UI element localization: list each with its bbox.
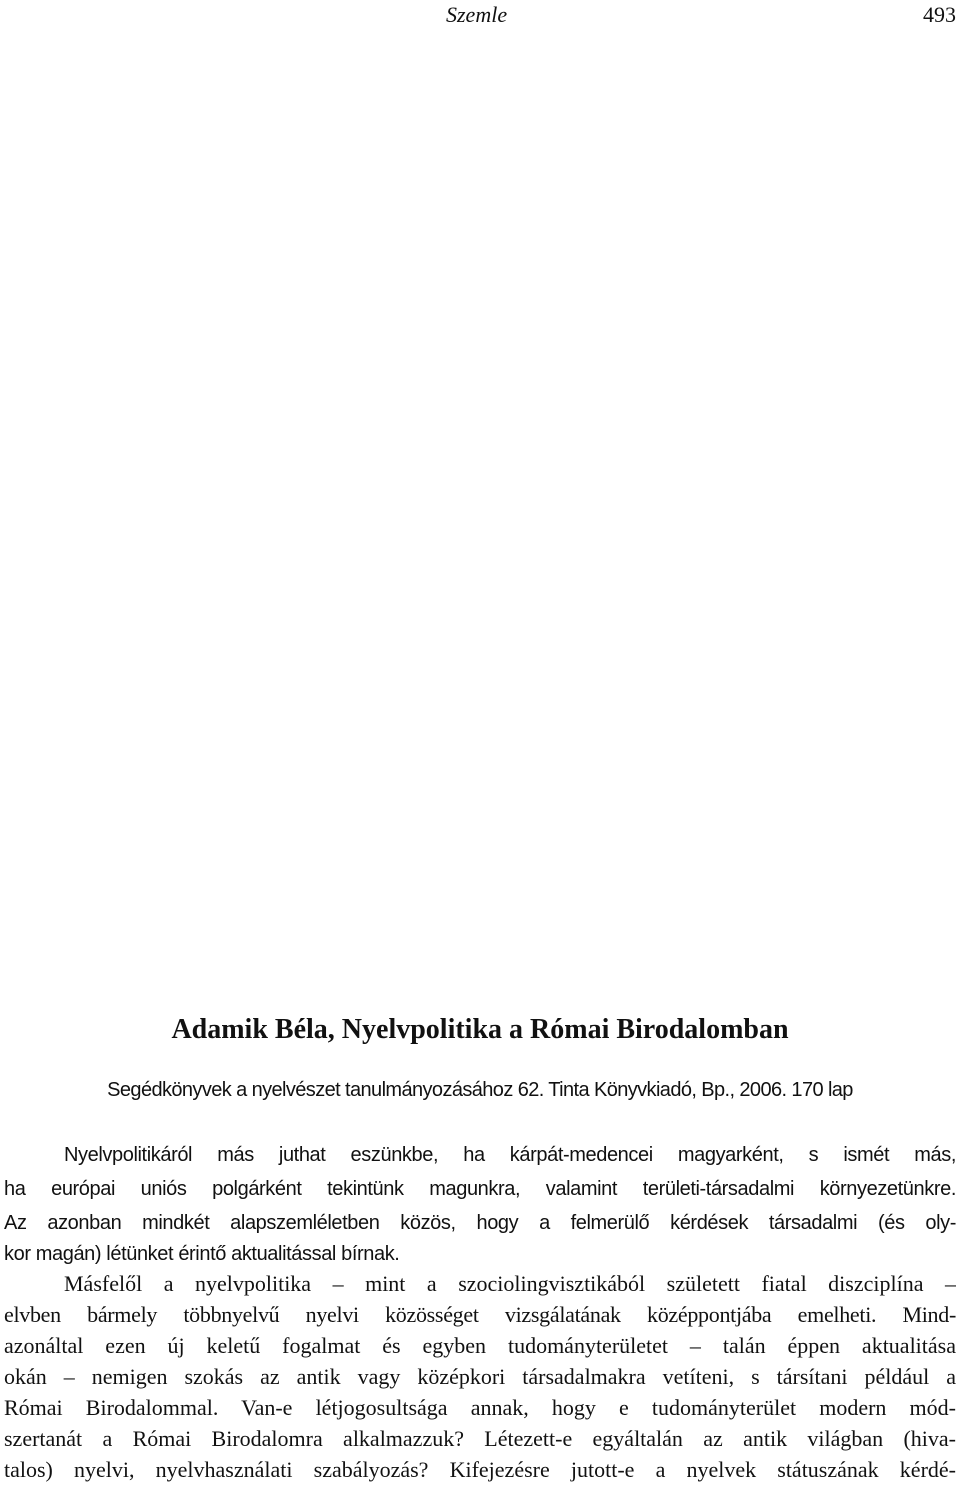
body-line: Másfelől a nyelvpolitika – mint a szociolingvisztikából született fiatal diszciplína –: [64, 1271, 956, 1296]
article-title: Adamik Béla, Nyelvpolitika a Római Birodalomban: [171, 1014, 789, 1045]
body-line: ha európai uniós polgárként tekintünk magunkra, valamint területi-társadalmi környezetünkre.: [4, 1178, 956, 1200]
page-header: [0, 0, 960, 32]
body-line: okán – nemigen szokás az antik vagy középkori társadalmakra vetíteni, s társítani például a: [4, 1364, 956, 1389]
body-line: kor magán) létünket érintő aktualitással bírnak.: [4, 1243, 400, 1265]
page-number: 493: [923, 2, 956, 27]
body-line: talos) nyelvi, nyelvhasználati szabályozás? Kifejezésre jutott-e a nyelvek státuszának kérdé-: [4, 1457, 956, 1482]
body-line: azonáltal ezen új keletű fogalmat és egyben tudományterületet – talán éppen aktualitása: [4, 1333, 956, 1358]
body-line: Nyelvpolitikáról más juthat eszünkbe, ha kárpát-medencei magyarként, s ismét más,: [64, 1144, 956, 1166]
body-line: szertanát a Római Birodalomra alkalmazzuk? Létezett-e egyáltalán az antik világban (hiva-: [4, 1426, 956, 1451]
body-line: Római Birodalommal. Van-e létjogosultsága annak, hogy e tudományterület modern mód-: [4, 1395, 956, 1420]
body-line: elvben bármely többnyelvű nyelvi közösséget vizsgálatának középpontjába emelheti. Mind-: [4, 1302, 956, 1327]
article-subtitle: Segédkönyvek a nyelvészet tanulmányozásához 62. Tinta Könyvkiadó, Bp., 2006. 170 lap: [107, 1079, 853, 1101]
body-line: Az azonban mindkét alapszemléletben közös, hogy a felmerülő kérdések társadalmi (és oly-: [4, 1212, 956, 1234]
running-title: Szemle: [446, 2, 508, 27]
